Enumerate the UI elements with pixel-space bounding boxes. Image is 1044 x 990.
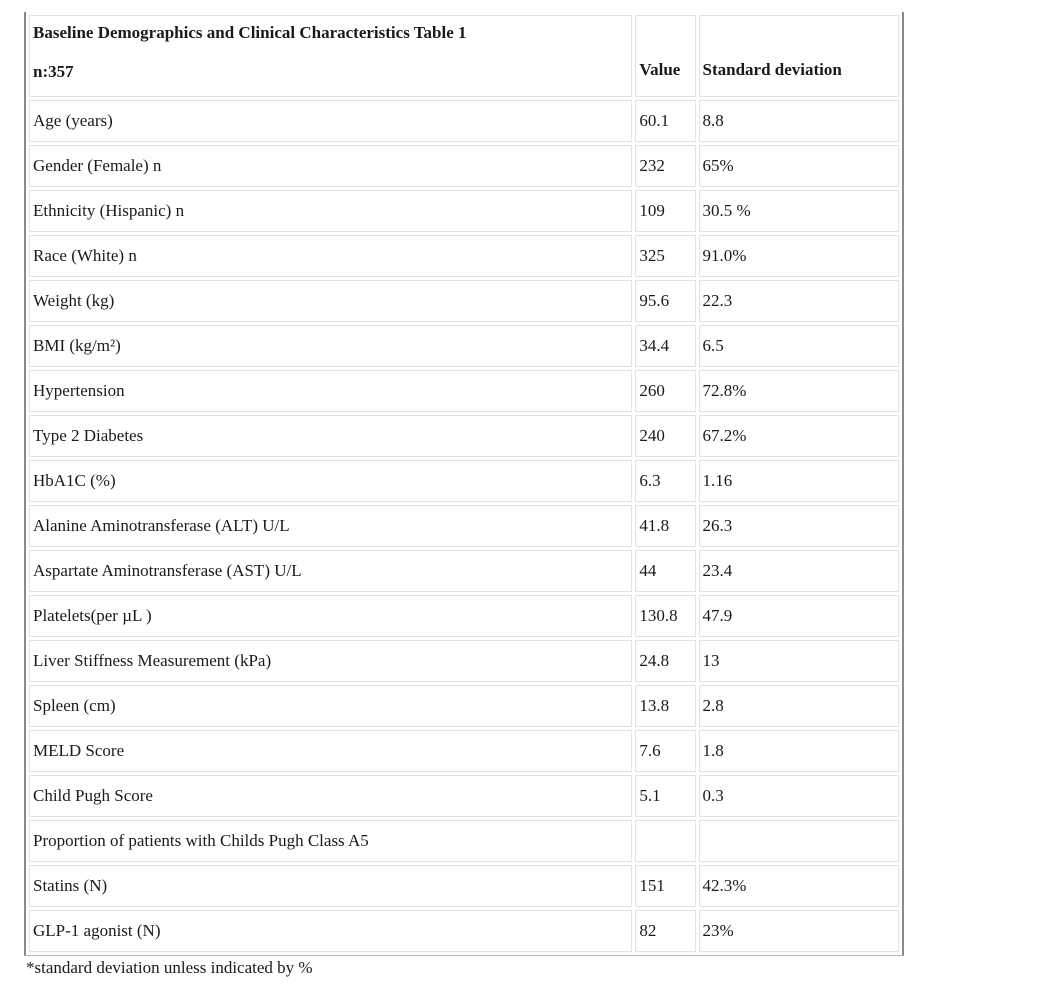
row-value-cell: 240 bbox=[635, 415, 695, 457]
row-value-cell bbox=[635, 820, 695, 862]
row-label-cell: Hypertension bbox=[29, 370, 632, 412]
row-label-cell: Race (White) n bbox=[29, 235, 632, 277]
row-value-cell: 24.8 bbox=[635, 640, 695, 682]
row-sd-cell: 22.3 bbox=[699, 280, 899, 322]
table-row bbox=[29, 775, 899, 817]
row-label-cell: Platelets(per µL ) bbox=[29, 595, 632, 637]
row-label-cell: Type 2 Diabetes bbox=[29, 415, 632, 457]
table-row bbox=[29, 685, 899, 727]
row-value-cell: 60.1 bbox=[635, 100, 695, 142]
row-label-cell: MELD Score bbox=[29, 730, 632, 772]
row-value-cell: 41.8 bbox=[635, 505, 695, 547]
row-value-cell: 34.4 bbox=[635, 325, 695, 367]
row-sd-cell: 30.5 % bbox=[699, 190, 899, 232]
baseline-table-container bbox=[24, 12, 904, 956]
row-value-cell: 260 bbox=[635, 370, 695, 412]
table-row bbox=[29, 640, 899, 682]
row-sd-cell: 6.5 bbox=[699, 325, 899, 367]
row-value-cell: 5.1 bbox=[635, 775, 695, 817]
row-value-cell: 151 bbox=[635, 865, 695, 907]
value-column-header: Value bbox=[635, 15, 695, 97]
row-label-cell: Proportion of patients with Childs Pugh Class A5 bbox=[29, 820, 632, 862]
row-value-cell: 13.8 bbox=[635, 685, 695, 727]
sd-column-header: Standard deviation bbox=[699, 15, 899, 97]
row-sd-cell: 91.0% bbox=[699, 235, 899, 277]
table-row bbox=[29, 505, 899, 547]
row-sd-cell: 13 bbox=[699, 640, 899, 682]
row-label-cell: Child Pugh Score bbox=[29, 775, 632, 817]
row-value-cell: 6.3 bbox=[635, 460, 695, 502]
row-sd-cell: 67.2% bbox=[699, 415, 899, 457]
row-value-cell: 325 bbox=[635, 235, 695, 277]
row-sd-cell: 1.8 bbox=[699, 730, 899, 772]
row-sd-cell: 23% bbox=[699, 910, 899, 952]
row-value-cell: 232 bbox=[635, 145, 695, 187]
row-label-cell: Aspartate Aminotransferase (AST) U/L bbox=[29, 550, 632, 592]
row-label-cell: Spleen (cm) bbox=[29, 685, 632, 727]
table-body bbox=[29, 100, 899, 952]
row-value-cell: 82 bbox=[635, 910, 695, 952]
row-label-cell: Statins (N) bbox=[29, 865, 632, 907]
row-sd-cell: 8.8 bbox=[699, 100, 899, 142]
row-sd-cell: 0.3 bbox=[699, 775, 899, 817]
table-row bbox=[29, 595, 899, 637]
table-row bbox=[29, 865, 899, 907]
row-value-cell: 44 bbox=[635, 550, 695, 592]
row-sd-cell: 72.8% bbox=[699, 370, 899, 412]
table-footnote: *standard deviation unless indicated by % bbox=[26, 958, 313, 977]
table-row bbox=[29, 820, 899, 862]
table-title-cell bbox=[29, 15, 632, 97]
row-label-cell: HbA1C (%) bbox=[29, 460, 632, 502]
table-row bbox=[29, 190, 899, 232]
table-row bbox=[29, 325, 899, 367]
table-title: Baseline Demographics and Clinical Characteristics Table 1 bbox=[33, 23, 467, 42]
row-value-cell: 7.6 bbox=[635, 730, 695, 772]
row-label-cell: Liver Stiffness Measurement (kPa) bbox=[29, 640, 632, 682]
table-row bbox=[29, 280, 899, 322]
row-label-cell: Gender (Female) n bbox=[29, 145, 632, 187]
table-row bbox=[29, 235, 899, 277]
table-row bbox=[29, 730, 899, 772]
row-value-cell: 109 bbox=[635, 190, 695, 232]
row-label-cell: BMI (kg/m²) bbox=[29, 325, 632, 367]
row-sd-cell: 47.9 bbox=[699, 595, 899, 637]
row-sd-cell bbox=[699, 820, 899, 862]
row-sd-cell: 1.16 bbox=[699, 460, 899, 502]
row-label-cell: Weight (kg) bbox=[29, 280, 632, 322]
table-row bbox=[29, 460, 899, 502]
table-row bbox=[29, 550, 899, 592]
table-row bbox=[29, 415, 899, 457]
table-row bbox=[29, 100, 899, 142]
row-label-cell: Age (years) bbox=[29, 100, 632, 142]
table-row bbox=[29, 145, 899, 187]
row-value-cell: 95.6 bbox=[635, 280, 695, 322]
table-row bbox=[29, 370, 899, 412]
row-sd-cell: 23.4 bbox=[699, 550, 899, 592]
baseline-characteristics-table bbox=[24, 12, 904, 956]
row-label-cell: GLP-1 agonist (N) bbox=[29, 910, 632, 952]
table-row bbox=[29, 910, 899, 952]
sample-size-label: n:357 bbox=[33, 62, 74, 81]
row-value-cell: 130.8 bbox=[635, 595, 695, 637]
row-label-cell: Alanine Aminotransferase (ALT) U/L bbox=[29, 505, 632, 547]
row-sd-cell: 2.8 bbox=[699, 685, 899, 727]
row-sd-cell: 65% bbox=[699, 145, 899, 187]
row-label-cell: Ethnicity (Hispanic) n bbox=[29, 190, 632, 232]
row-sd-cell: 26.3 bbox=[699, 505, 899, 547]
row-sd-cell: 42.3% bbox=[699, 865, 899, 907]
table-header-row bbox=[29, 15, 899, 97]
